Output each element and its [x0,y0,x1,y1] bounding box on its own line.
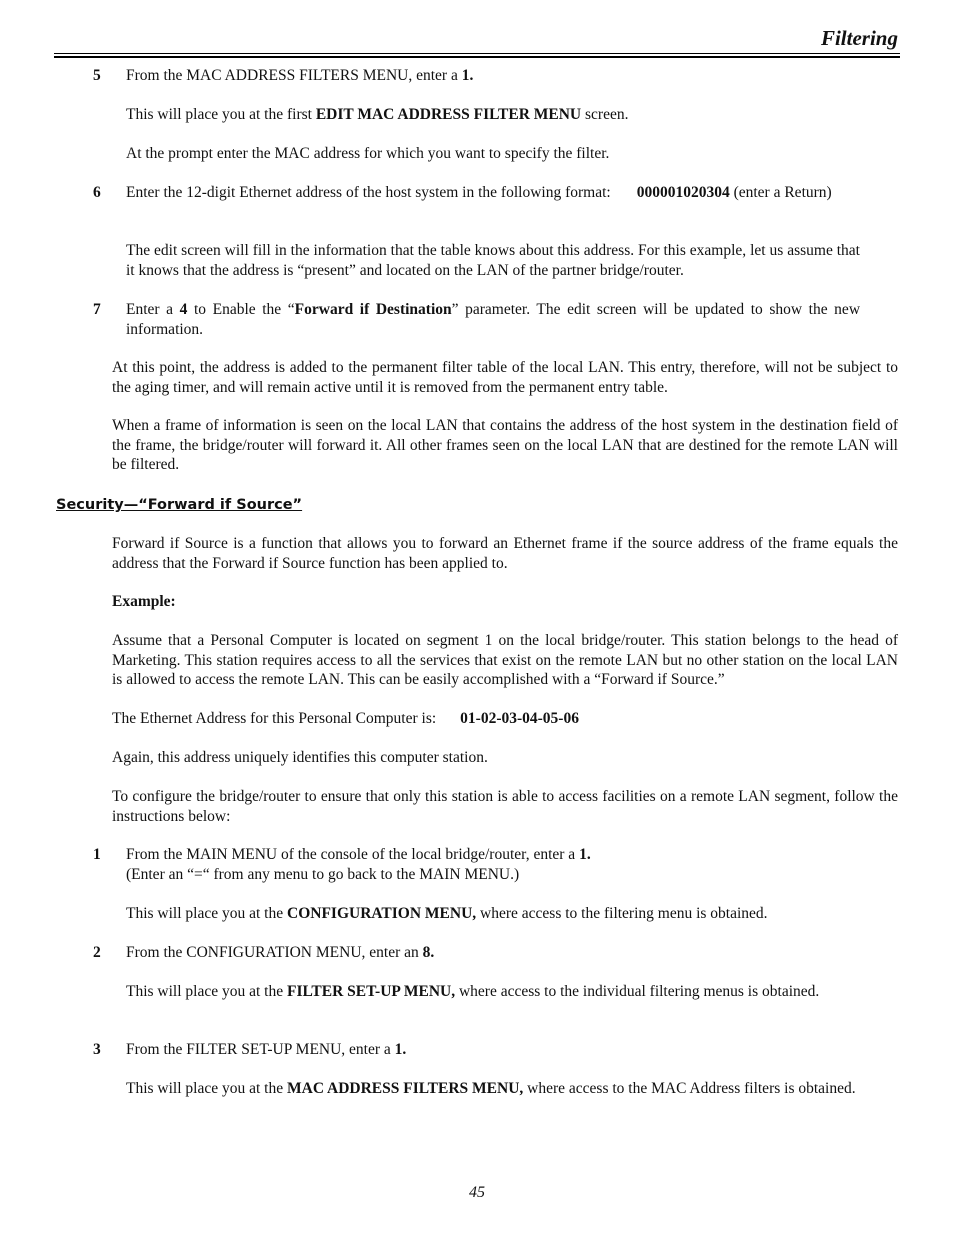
body-paragraph: At this point, the address is added to the permanent filter table of the local LAN. This entry, therefore, will not be subject to the aging timer, and will remain active until it is removed from the permanent entry table. [112,359,898,396]
step-text: From the MAC ADDRESS FILTERS MENU, enter a 1. [126,67,474,84]
step-subtext: At the prompt enter the MAC address for which you want to specify the filter. [126,145,610,162]
ethernet-address-line: The Ethernet Address for this Personal Computer is: 01-02-03-04-05-06 [112,710,579,727]
step-number: 2 [93,944,101,961]
step-text: Enter a 4 to Enable the “Forward if Destination” parameter. The edit screen will be updated to show the new information. [126,301,861,338]
section-intro: Forward if Source is a function that allows you to forward an Ethernet frame if the source address of the frame equals the address that the Forward if Source function has been applied to. [112,535,898,572]
section-heading: Security—“Forward if Source” [56,497,303,513]
header-rule-thick [54,56,900,58]
body-paragraph: Again, this address uniquely identifies this computer station. [112,749,488,766]
step-text: From the CONFIGURATION MENU, enter an 8. [126,944,435,961]
page-number: 45 [469,1184,485,1201]
step-number: 1 [93,846,101,863]
example-label: Example: [112,593,176,610]
example-text: Assume that a Personal Computer is located on segment 1 on the local bridge/router. This station belongs to the head of Marketing. This station requires access to all the services that exist on the remote LAN but no other station on the local LAN is allowed to access the remote LAN. This can be easily accomplished with a “Forward if Source.” [112,632,898,688]
page-header-title: Filtering [820,26,898,50]
step-subtext: This will place you at the CONFIGURATION MENU, where access to the filtering menu is obtained. [126,905,768,922]
step-number: 7 [93,301,101,318]
step-subtext: The edit screen will fill in the information that the table knows about this address. For this example, let us assume that it knows that the address is “present” and located on the LAN of the partner bridge/router. [126,242,860,279]
step-subtext: This will place you at the first EDIT MAC ADDRESS FILTER MENU screen. [126,106,629,123]
step-number: 3 [93,1041,101,1058]
body-paragraph: When a frame of information is seen on the local LAN that contains the address of the host system in the destination field of the frame, the bridge/router will forward it. All other frames seen on the local LAN that are destined for the remote LAN will be filtered. [112,417,898,473]
step-subtext: This will place you at the FILTER SET-UP MENU, where access to the individual filtering menus is obtained. [126,983,820,1000]
step-text: Enter the 12-digit Ethernet address of the host system in the following format: 000001020304 (enter a Return) [126,184,832,201]
ethernet-address-value: 01-02-03-04-05-06 [460,710,579,727]
step-text: From the MAIN MENU of the console of the local bridge/router, enter a 1. (Enter an “=“ from any menu to go back to the MAIN MENU.) [126,846,591,883]
step-number: 6 [93,184,101,201]
header-rule-thin [54,53,900,54]
step-number: 5 [93,67,101,84]
step-text: From the FILTER SET-UP MENU, enter a 1. [126,1041,407,1058]
body-paragraph: To configure the bridge/router to ensure that only this station is able to access facilities on a remote LAN segment, follow the instructions below: [112,788,898,825]
step-subtext: This will place you at the MAC ADDRESS FILTERS MENU, where access to the MAC Address filters is obtained. [126,1080,856,1097]
